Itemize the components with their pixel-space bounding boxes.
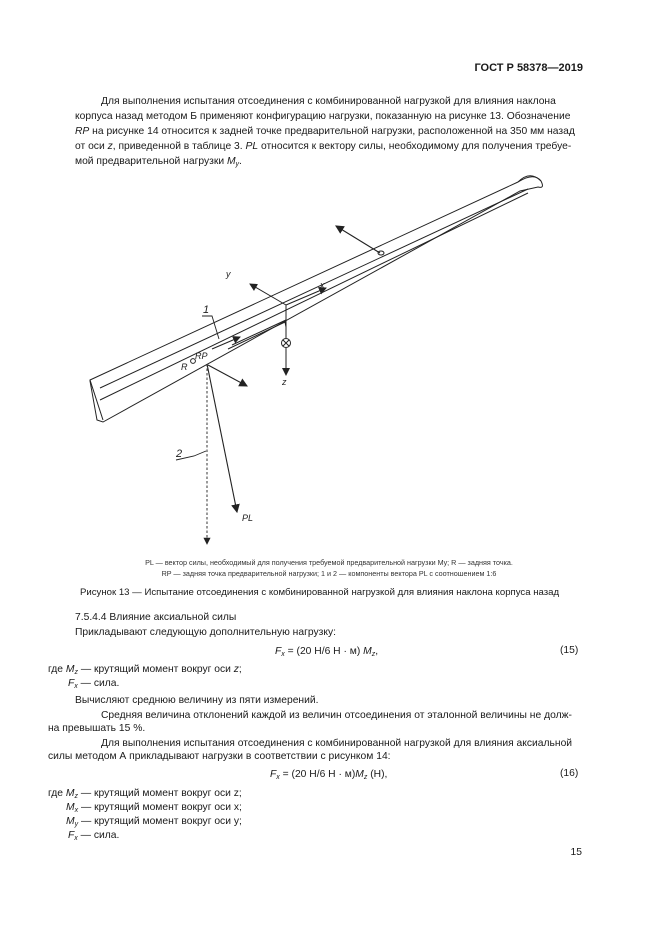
label-pl: PL	[242, 513, 254, 523]
where-fx: $F_x$ — сила.	[68, 678, 120, 690]
label-rp: RP	[195, 351, 208, 361]
equation-15: $F_x = (20$ Н/6 Н · м) $M_z$,	[275, 646, 379, 658]
label-x: x	[320, 280, 325, 290]
where-fx-2: $F_x$ — сила.	[68, 830, 120, 842]
section-heading: 7.5.4.4 Влияние аксиальной силы	[75, 612, 237, 623]
torso-bar	[90, 176, 542, 422]
intro-line-5: мой предварительной нагрузки $M_y$.	[75, 156, 242, 168]
page-number: 15	[570, 847, 582, 858]
upper-normal-arrow	[336, 226, 380, 253]
intro-line-3: RP на рисунке 14 относится к задней точке предварительной нагрузки, расположенной на 350 мм назад	[75, 126, 575, 137]
figure-title: Рисунок 13 — Испытание отсоединения с комбинированной нагрузкой для влияния наклона корпуса назад	[80, 587, 560, 598]
where-mz-2: где $M_z$ — крутящий момент вокруг оси z;	[48, 788, 242, 800]
intro-line-4: от оси z, приведенной в таблице 3. PL относится к вектору силы, необходимому для получения требуе-	[75, 141, 572, 152]
section-p3b: на превышать 15 %.	[48, 723, 146, 734]
label-r: R	[181, 362, 188, 372]
section-p3: Средняя величина отклонений каждой из величин отсоединения от эталонной величины не долж-	[101, 710, 572, 721]
label-1: 1	[203, 304, 210, 316]
label-2: 2	[176, 448, 183, 460]
intro-line-1: Для выполнения испытания отсоединения с комбинированной нагрузкой для влияния наклона	[101, 96, 556, 107]
pl-vector-arrow	[207, 364, 237, 512]
section-p4b: силы методом А прикладывают нагрузки в соответствии с рисунком 14:	[48, 751, 391, 762]
document-id: ГОСТ Р 58378—2019	[474, 62, 583, 74]
label-z: z	[282, 377, 287, 387]
section-p1: Прикладывают следующую дополнительную нагрузку:	[75, 627, 336, 638]
where-my: $M_y$ — крутящий момент вокруг оси y;	[66, 816, 242, 828]
equation-15-number: (15)	[560, 645, 579, 656]
section-p2: Вычисляют среднюю величину из пяти измерений.	[75, 695, 319, 706]
figure-legend-line-2: RP — задняя точка предварительной нагрузки; 1 и 2 — компоненты вектора PL с соотношением 1:6	[161, 569, 497, 578]
section-p4: Для выполнения испытания отсоединения с комбинированной нагрузкой для влияния аксиальной	[101, 738, 573, 749]
figure-legend-line-1: PL — вектор силы, необходимый для получения требуемой предварительной нагрузки My; R — задняя точка.	[145, 558, 513, 567]
lower-normal-arrow	[208, 365, 247, 386]
where-mz: где $M_z$ — крутящий момент вокруг оси z;	[48, 664, 242, 676]
equation-16-number: (16)	[560, 768, 579, 779]
intro-line-2: корпуса назад методом Б применяют конфигурацию нагрузки, показанную на рисунке 13. Обозначение	[75, 111, 571, 122]
label-y: y	[226, 269, 231, 279]
equation-16: $F_x = (20$ Н/6 $Н \cdot м)M_z$ (Н),	[270, 769, 388, 781]
where-mx: $M_x$ — крутящий момент вокруг оси x;	[66, 802, 242, 814]
